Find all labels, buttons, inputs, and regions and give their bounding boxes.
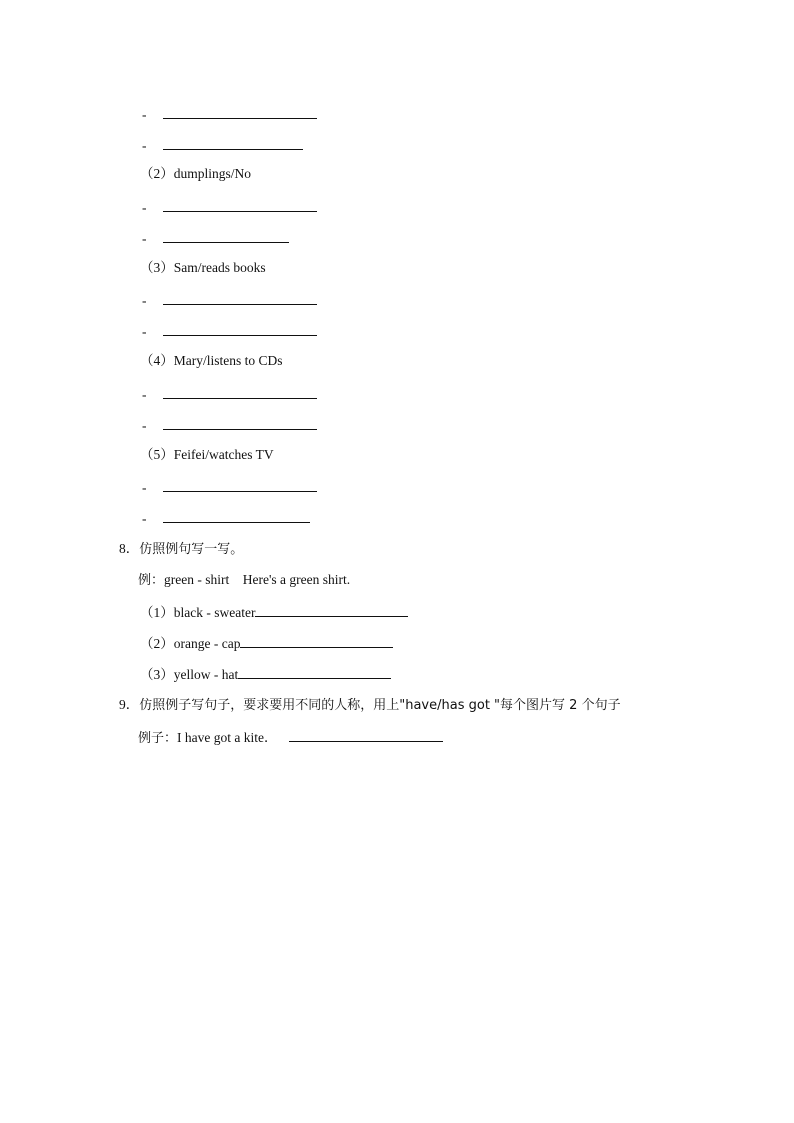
- q9-heading: [119, 696, 621, 715]
- q8-item-1: [140, 602, 408, 622]
- q8-heading: [119, 540, 243, 559]
- answer-line-5a: [142, 477, 317, 497]
- q9-example: [138, 727, 443, 748]
- example-text: I have got a kite．: [177, 730, 278, 745]
- q8-item-prompt: （2）orange - cap: [140, 636, 241, 651]
- answer-line-2b: [142, 228, 289, 248]
- answer-blank[interactable]: [163, 135, 303, 150]
- answer-blank[interactable]: [163, 228, 289, 243]
- answer-blank[interactable]: [238, 664, 391, 679]
- answer-blank[interactable]: [163, 290, 317, 305]
- answer-blank[interactable]: [163, 321, 317, 336]
- example-text: green - shirt Here's a green shirt.: [164, 572, 351, 587]
- q8-item-prompt: （1）black - sweater: [140, 605, 256, 620]
- answer-line-2a: [142, 197, 317, 217]
- q8-item-prompt: （3）yellow - hat: [140, 667, 239, 682]
- question-number: 8．: [119, 541, 140, 556]
- answer-blank[interactable]: [289, 727, 443, 742]
- answer-line-1a: [142, 104, 317, 124]
- answer-line-3b: [142, 321, 317, 341]
- answer-blank[interactable]: [163, 415, 317, 430]
- dash: -: [142, 324, 147, 339]
- answer-line-4a: [142, 384, 317, 404]
- dash: -: [142, 138, 147, 153]
- q7-item-2-prompt: （2）dumplings/No: [140, 166, 252, 181]
- dash: -: [142, 511, 147, 526]
- dash: -: [142, 387, 147, 402]
- q7-item-4-prompt: （4）Mary/listens to CDs: [140, 353, 283, 368]
- dash: -: [142, 418, 147, 433]
- answer-blank[interactable]: [240, 633, 393, 648]
- question-number: 9．: [119, 697, 140, 712]
- answer-line-5b: [142, 508, 310, 528]
- answer-blank[interactable]: [163, 197, 317, 212]
- q8-item-2: [140, 633, 393, 653]
- answer-line-4b: [142, 415, 317, 435]
- example-label: 例：: [138, 573, 165, 588]
- answer-blank[interactable]: [163, 508, 310, 523]
- answer-blank[interactable]: [255, 602, 408, 617]
- q8-item-3: [140, 664, 391, 684]
- dash: -: [142, 480, 147, 495]
- answer-blank[interactable]: [163, 477, 317, 492]
- answer-blank[interactable]: [163, 384, 317, 399]
- answer-blank[interactable]: [163, 104, 317, 119]
- q7-item-5-prompt: （5）Feifei/watches TV: [140, 447, 274, 462]
- question-instruction: 仿照例句写一写。: [139, 542, 244, 557]
- answer-line-3a: [142, 290, 317, 310]
- question-instruction: 仿照例子写句子，要求要用不同的人称，用上"have/has got "每个图片写 2 个句子: [139, 698, 621, 713]
- q8-example: [138, 571, 350, 590]
- example-label: 例子：: [138, 731, 178, 746]
- dash: -: [142, 107, 147, 122]
- q7-item-3-prompt: （3）Sam/reads books: [140, 260, 266, 275]
- dash: -: [142, 231, 147, 246]
- answer-line-1b: [142, 135, 303, 155]
- dash: -: [142, 293, 147, 308]
- dash: -: [142, 200, 147, 215]
